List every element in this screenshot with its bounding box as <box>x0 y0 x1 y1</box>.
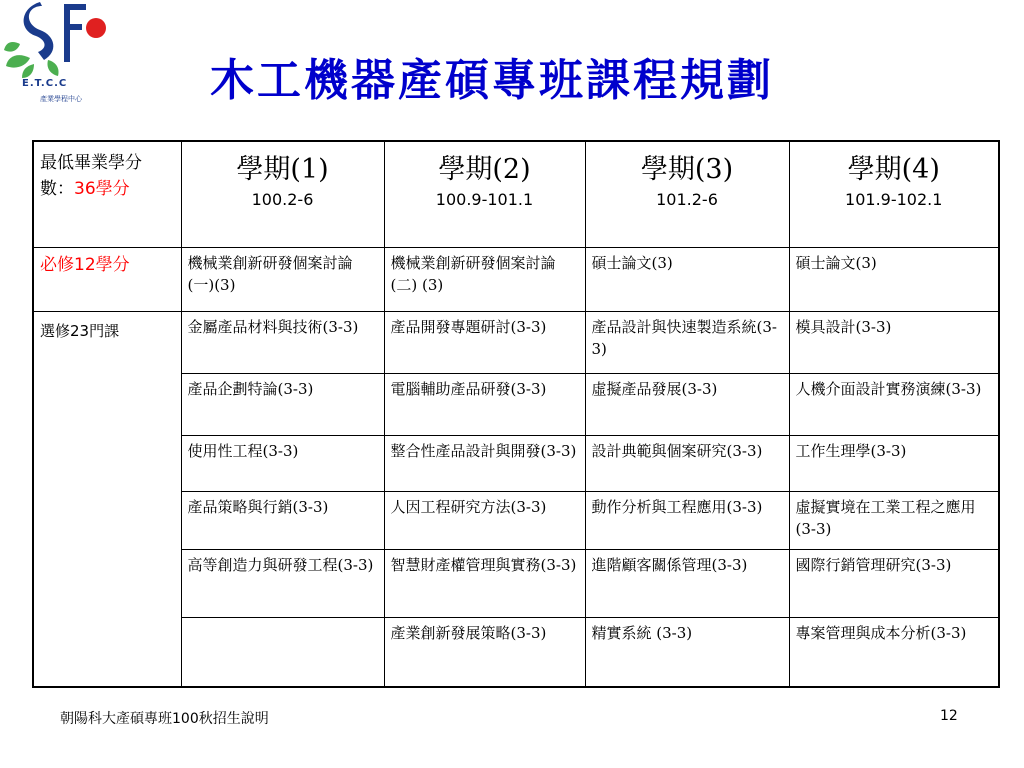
course-cell: 國際行銷管理研究(3-3) <box>789 549 999 617</box>
semester-label: 學期(1) <box>236 154 329 185</box>
semester-date: 100.9-101.1 <box>435 190 534 209</box>
semester-date: 101.2-6 <box>656 190 718 209</box>
semester-header-3 <box>585 141 789 247</box>
course-cell: 模具設計(3-3) <box>789 311 999 373</box>
etcc-logo <box>0 0 130 110</box>
elective-label: 選修23門課 <box>33 311 181 687</box>
course-cell: 人因工程研究方法(3-3) <box>384 491 585 549</box>
page-number: 12 <box>940 708 958 724</box>
course-cell: 碩士論文(3) <box>585 247 789 311</box>
course-plan-table <box>32 140 1000 688</box>
course-cell: 動作分析與工程應用(3-3) <box>585 491 789 549</box>
course-cell: 產品企劃特論(3-3) <box>181 373 384 435</box>
elective-row <box>33 311 999 373</box>
min-credits-label: 最低畢業學分數： <box>40 153 142 199</box>
course-cell: 金屬產品材料與技術(3-3) <box>181 311 384 373</box>
course-cell: 碩士論文(3) <box>789 247 999 311</box>
semester-label: 學期(2) <box>438 154 531 185</box>
semester-date: 101.9-102.1 <box>845 190 943 209</box>
course-cell: 機械業創新研發個案討論(二) (3) <box>384 247 585 311</box>
course-cell: 產品開發專題研討(3-3) <box>384 311 585 373</box>
semester-label: 學期(4) <box>847 154 940 185</box>
course-cell: 高等創造力與研發工程(3-3) <box>181 549 384 617</box>
course-cell: 機械業創新研發個案討論(一)(3) <box>181 247 384 311</box>
course-cell: 虛擬實境在工業工程之應用(3-3) <box>789 491 999 549</box>
course-cell: 產品策略與行銷(3-3) <box>181 491 384 549</box>
footer-caption: 朝陽科大產碩專班100秋招生說明 <box>60 711 269 727</box>
semester-header-1 <box>181 141 384 247</box>
course-cell: 電腦輔助產品研發(3-3) <box>384 373 585 435</box>
course-cell: 整合性產品設計與開發(3-3) <box>384 435 585 491</box>
min-credits-value: 36學分 <box>74 179 130 199</box>
course-cell: 智慧財產權管理與實務(3-3) <box>384 549 585 617</box>
header-row <box>33 141 999 247</box>
page-title: 木工機器產碩專班課程規劃 <box>210 55 774 106</box>
required-label: 必修12學分 <box>33 247 181 311</box>
course-cell: 進階顧客關係管理(3-3) <box>585 549 789 617</box>
min-credits-cell <box>33 141 181 247</box>
course-cell: 產業創新發展策略(3-3) <box>384 617 585 687</box>
course-cell: 人機介面設計實務演練(3-3) <box>789 373 999 435</box>
course-cell: 專案管理與成本分析(3-3) <box>789 617 999 687</box>
course-cell: 設計典範與個案研究(3-3) <box>585 435 789 491</box>
semester-date: 100.2-6 <box>251 190 314 209</box>
course-cell: 精實系統 (3-3) <box>585 617 789 687</box>
semester-header-2 <box>384 141 585 247</box>
course-cell: 虛擬產品發展(3-3) <box>585 373 789 435</box>
course-cell <box>181 617 384 687</box>
course-cell: 使用性工程(3-3) <box>181 435 384 491</box>
course-cell: 產品設計與快速製造系統(3-3) <box>585 311 789 373</box>
semester-label: 學期(3) <box>640 154 734 185</box>
logo-subtitle: 產業學程中心 <box>40 95 82 103</box>
course-cell: 工作生理學(3-3) <box>789 435 999 491</box>
logo-abbr: E.T.C.C <box>22 78 68 89</box>
required-row <box>33 247 999 311</box>
semester-header-4 <box>789 141 999 247</box>
